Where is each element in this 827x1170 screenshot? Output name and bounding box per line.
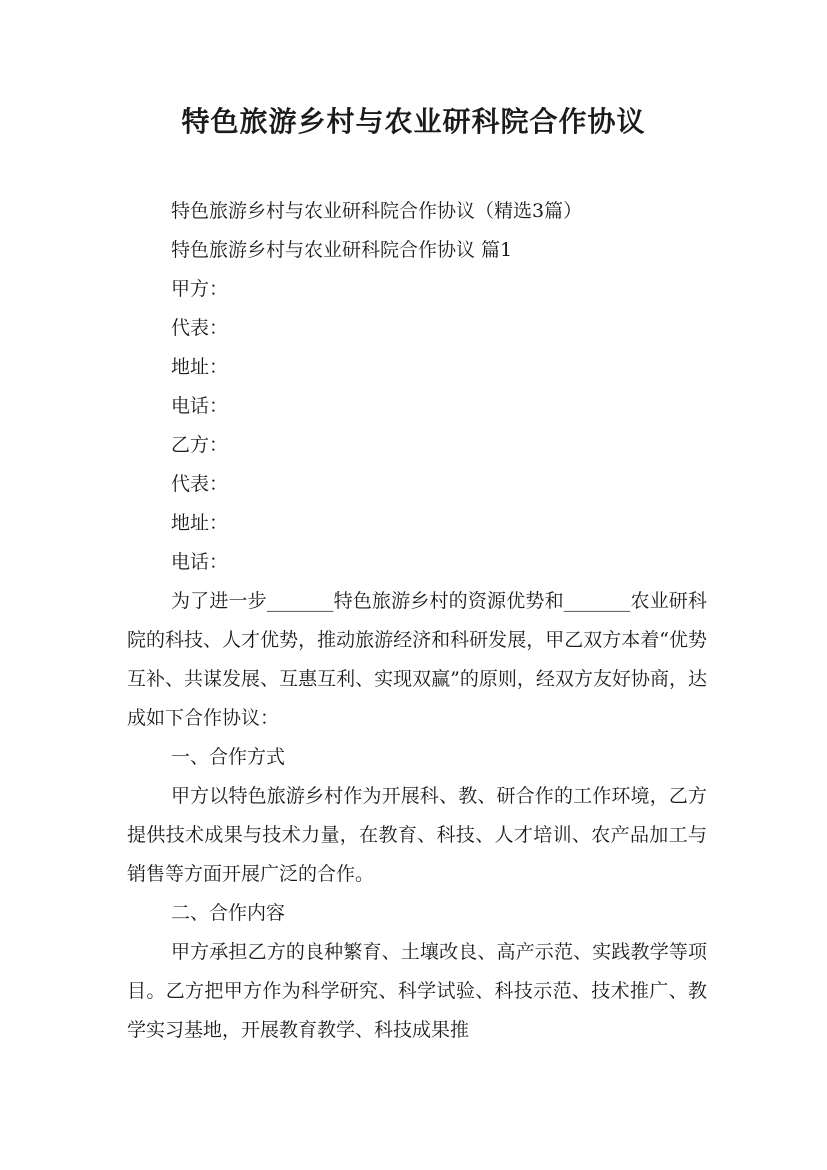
document-body	[127, 192, 707, 1050]
party-a-phone: 电话：	[171, 395, 229, 417]
party-b-phone: 电话：	[171, 551, 229, 573]
document-subtitle: 特色旅游乡村与农业研科院合作协议（精选3篇）	[171, 200, 583, 222]
document-title: 特色旅游乡村与农业研科院合作协议	[181, 105, 646, 138]
party-b-label: 乙方：	[171, 434, 229, 456]
section2-heading: 二、合作内容	[171, 902, 286, 924]
section2-paragraph: 甲方承担乙方的良种繁育、土壤改良、高产示范、实践教学等项目。乙方把甲方作为科学研究、科学试验、科技示范、技术推广、教学实习基地，开展教育教学、科技成果推	[127, 941, 707, 1041]
intro-paragraph: 为了进一步_______特色旅游乡村的资源优势和_______农业研科院的科技、人才优势，推动旅游经济和科研发展，甲乙双方本着“优势互补、共谋发展、互惠互利、实现双赢”的原则，经双方友好协商，达成如下合作协议：	[127, 590, 707, 729]
article-heading: 特色旅游乡村与农业研科院合作协议 篇1	[171, 239, 513, 261]
party-a-label: 甲方：	[171, 278, 229, 300]
section1-paragraph: 甲方以特色旅游乡村作为开展科、教、研合作的工作环境，乙方提供技术成果与技术力量，在教育、科技、人才培训、农产品加工与销售等方面开展广泛的合作。	[127, 785, 707, 885]
party-a-address: 地址：	[171, 356, 229, 378]
section1-heading: 一、合作方式	[171, 746, 286, 768]
party-a-representative: 代表：	[171, 317, 229, 339]
party-b-representative: 代表：	[171, 473, 229, 495]
party-b-address: 地址：	[171, 512, 229, 534]
